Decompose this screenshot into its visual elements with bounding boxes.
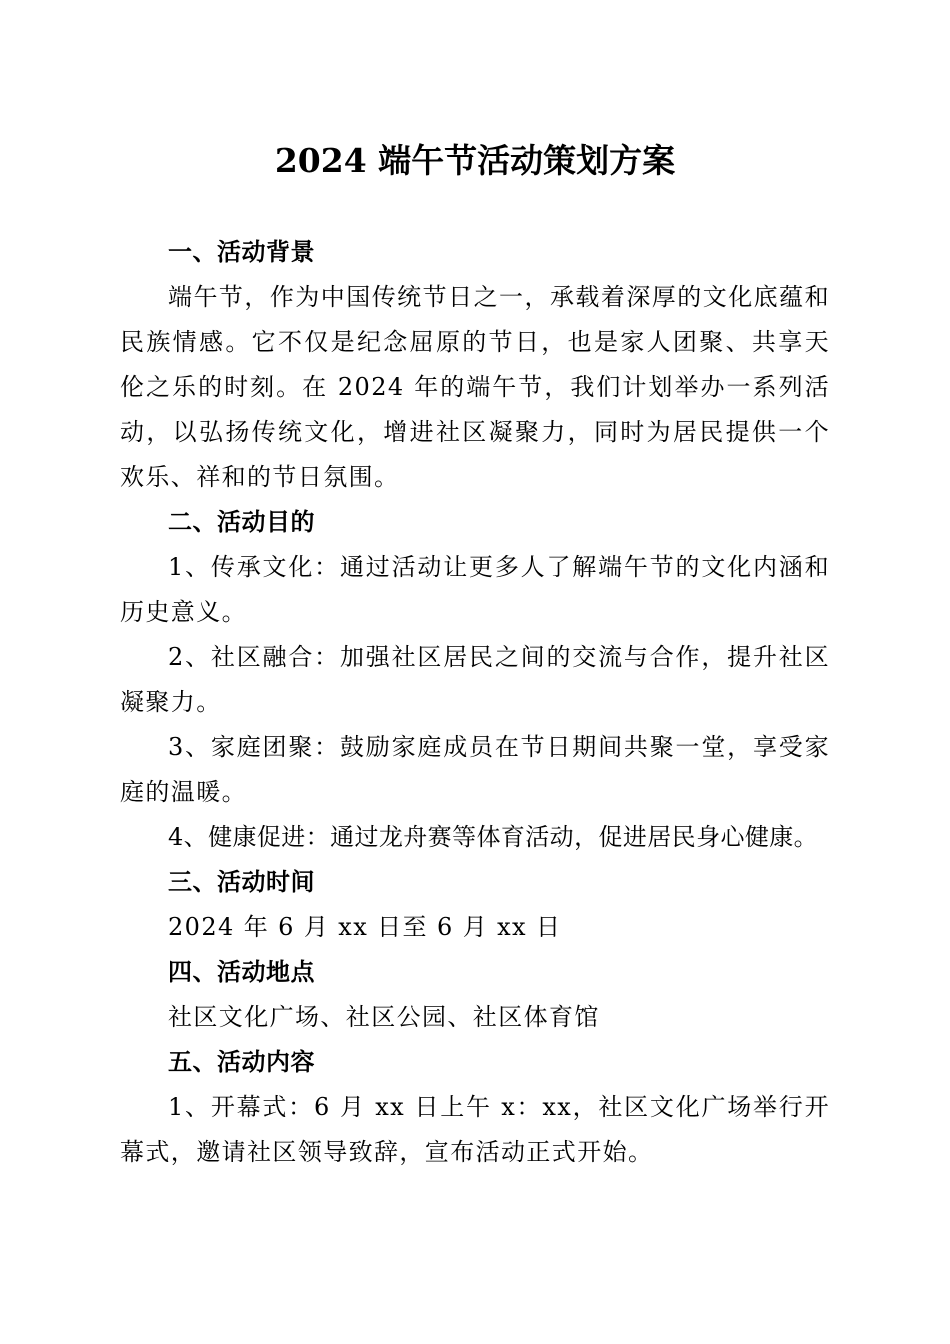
paragraph-purpose-3: 3、家庭团聚：鼓励家庭成员在节日期间共聚一堂，享受家庭的温暖。	[120, 733, 830, 806]
section-heading-content: 五、活动内容	[168, 1048, 315, 1076]
section-heading-location: 四、活动地点	[168, 958, 315, 986]
paragraph-time: 2024 年 6 月 xx 日至 6 月 xx 日	[168, 913, 562, 941]
paragraph-location: 社区文化广场、社区公园、社区体育馆	[168, 1003, 600, 1031]
paragraph-purpose-2: 2、社区融合：加强社区居民之间的交流与合作，提升社区凝聚力。	[120, 643, 830, 716]
paragraph-content-1: 1、开幕式：6 月 xx 日上午 x：xx，社区文化广场举行开幕式，邀请社区领导致辞，宣布活动正式开始。	[120, 1093, 830, 1166]
document-body	[120, 230, 830, 1175]
section-heading-background: 一、活动背景	[168, 238, 315, 266]
paragraph-purpose-1: 1、传承文化：通过活动让更多人了解端午节的文化内涵和历史意义。	[120, 553, 830, 626]
paragraph-background: 端午节，作为中国传统节日之一，承载着深厚的文化底蕴和民族情感。它不仅是纪念屈原的节日，也是家人团聚、共享天伦之乐的时刻。在 2024 年的端午节，我们计划举办一系列活动，以弘扬传统文化，增进社区凝聚力，同时为居民提供一个欢乐、祥和的节日氛围。	[120, 283, 830, 491]
document-title: 2024 端午节活动策划方案	[274, 141, 676, 180]
section-heading-time: 三、活动时间	[168, 868, 315, 896]
section-heading-purpose: 二、活动目的	[168, 508, 315, 536]
paragraph-purpose-4: 4、健康促进：通过龙舟赛等体育活动，促进居民身心健康。	[168, 823, 819, 851]
